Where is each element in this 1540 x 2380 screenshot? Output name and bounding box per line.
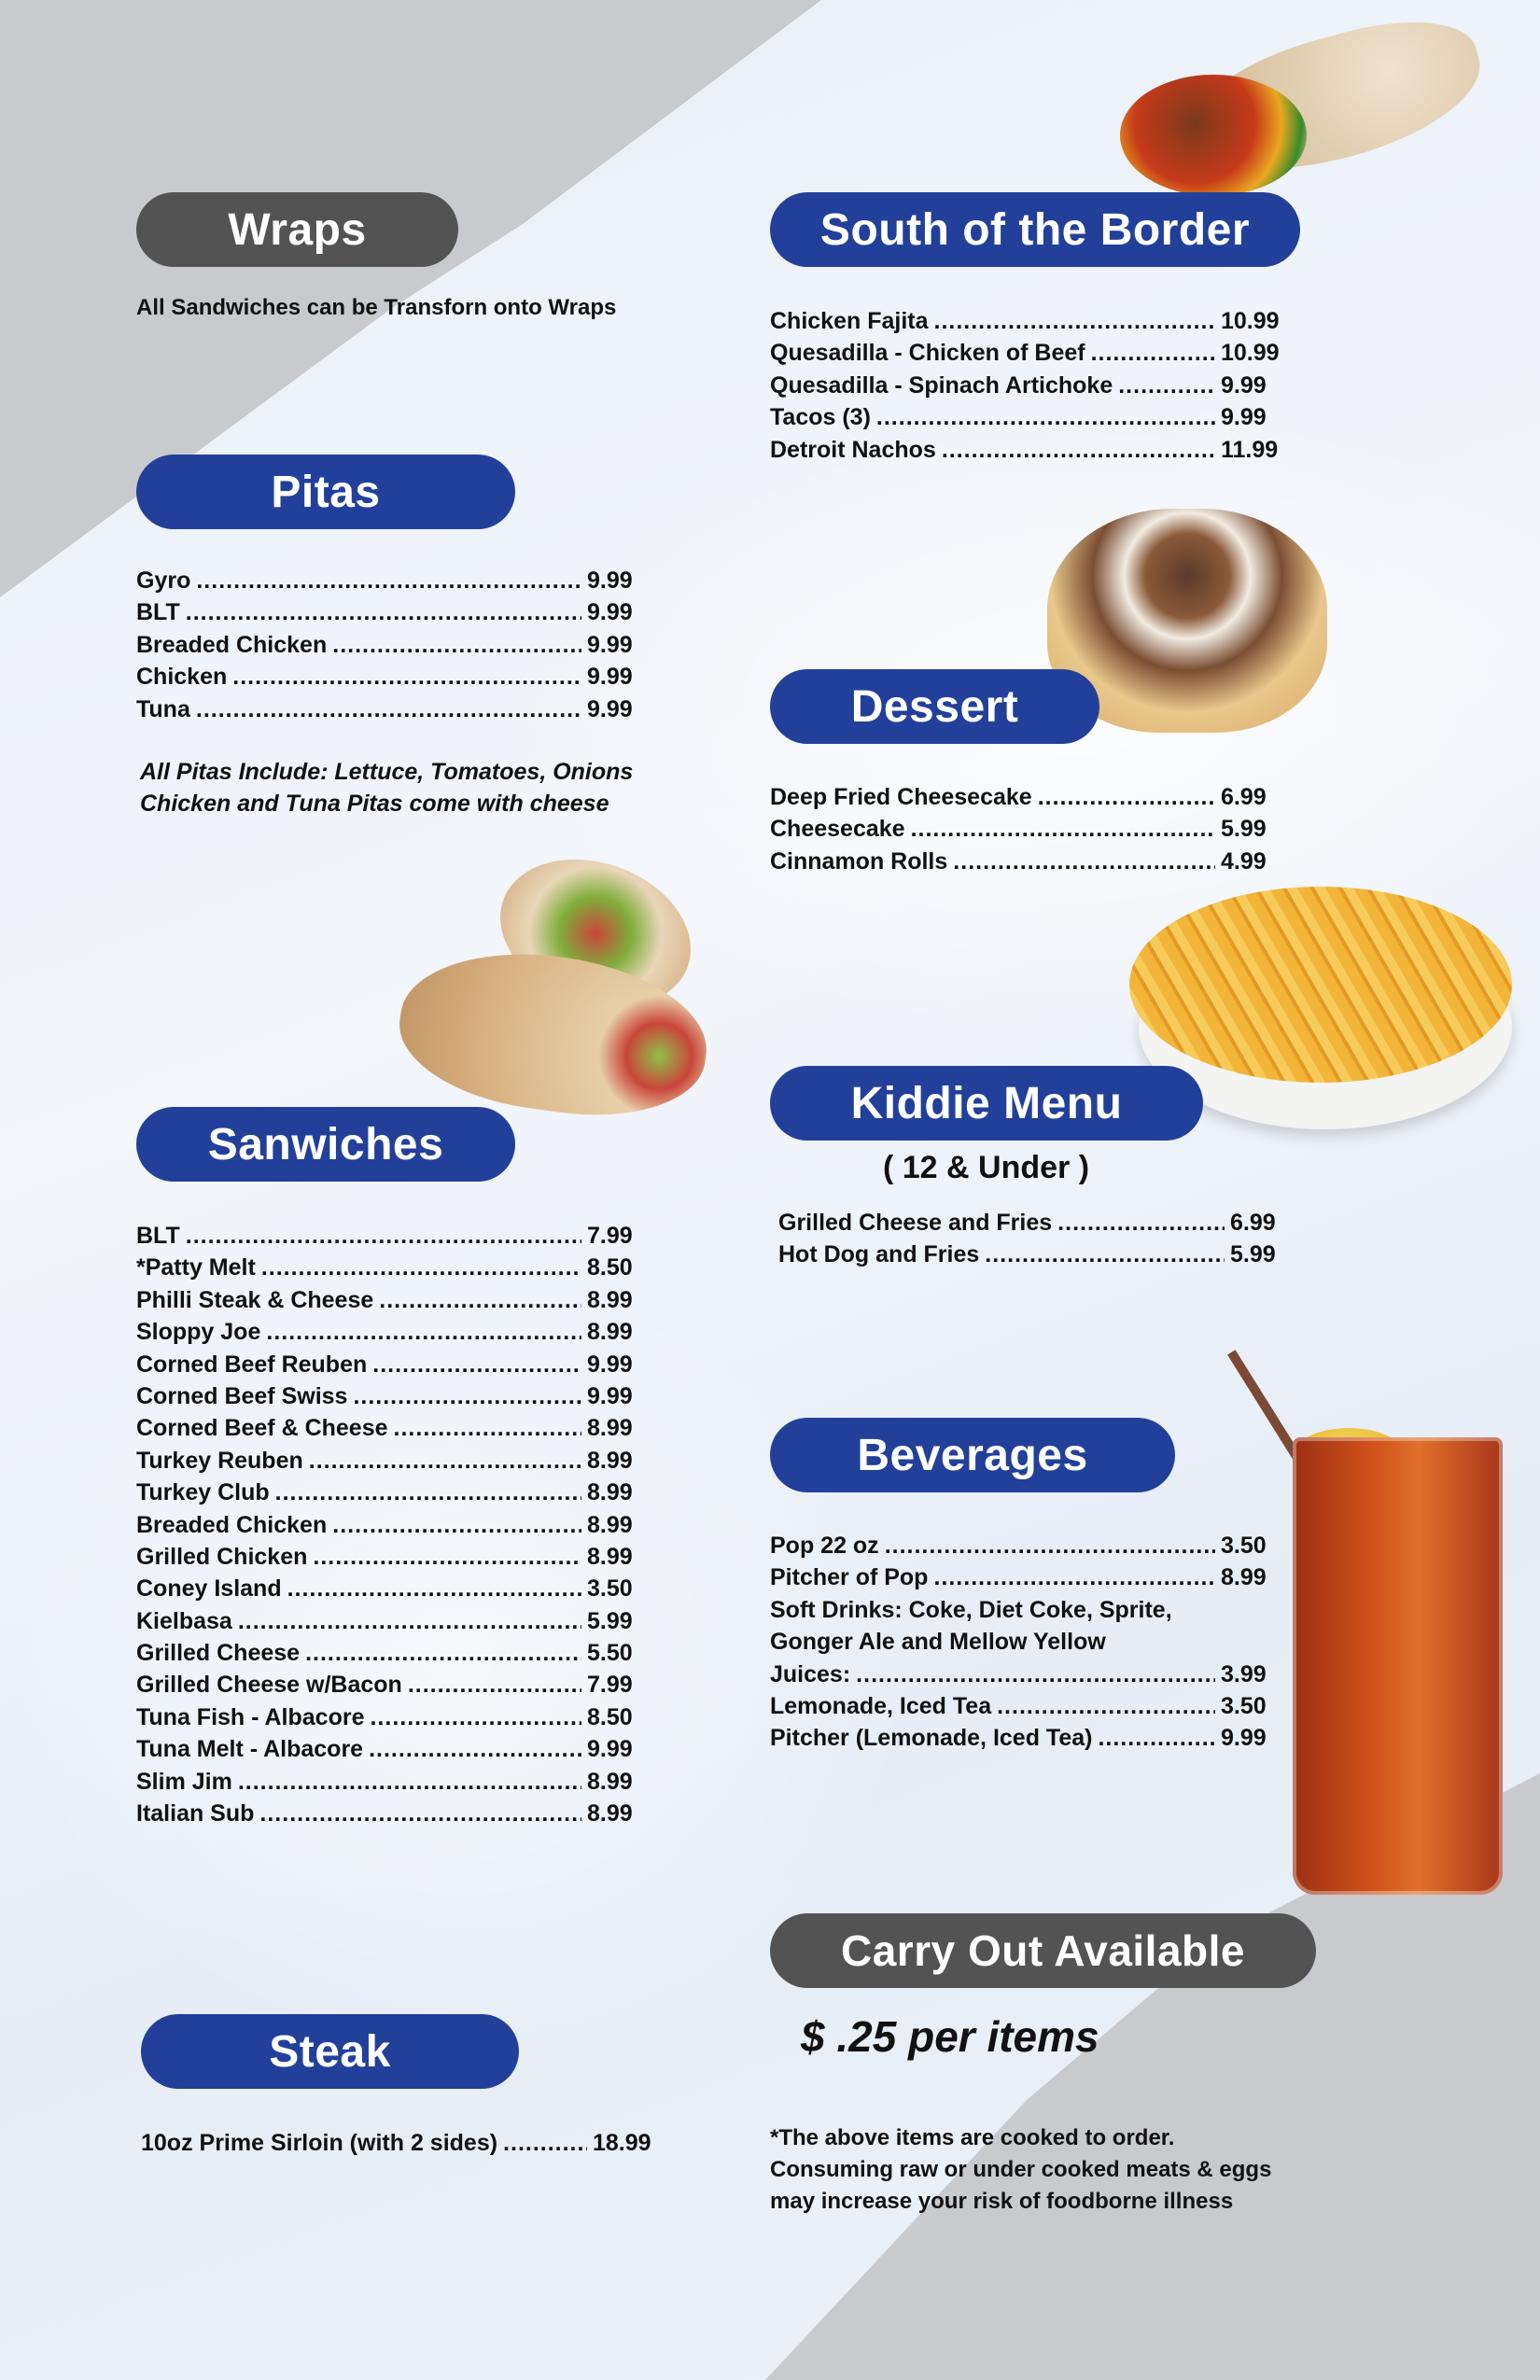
menu-item (136, 1672, 644, 1703)
menu-item (770, 1661, 1283, 1693)
dot-leader (275, 1479, 581, 1506)
carry-out-price-note: $ .25 per items (801, 2012, 1099, 2061)
menu-item (136, 1448, 644, 1479)
menu-item (136, 1383, 644, 1415)
menu-item-name: Corned Beef Swiss (136, 1382, 348, 1409)
menu-item-price: 8.99 (587, 1511, 633, 1538)
dot-leader (369, 1736, 581, 1763)
dot-leader (261, 1254, 581, 1281)
menu-item-name: 10oz Prime Sirloin (with 2 sides) (141, 2130, 498, 2156)
menu-item-name: Quesadilla - Spinach Artichoke (770, 371, 1113, 399)
menu-item (770, 372, 1283, 404)
menu-item-name: Cheesecake (770, 816, 905, 843)
menu-item-price: 3.50 (1221, 1533, 1267, 1559)
menu-item-price: 3.50 (587, 1575, 633, 1603)
dot-leader (196, 696, 581, 723)
dot-leader (985, 1241, 1225, 1268)
menu-item-price: 8.99 (587, 1447, 633, 1474)
dot-leader (305, 1640, 581, 1667)
carry-out-heading (770, 1913, 1316, 1988)
menu-item (770, 848, 1283, 880)
menu-item-price: 8.99 (587, 1319, 633, 1346)
menu-item-name: Gyro (136, 567, 191, 594)
dot-leader (370, 1704, 581, 1731)
menu-item-price: 9.99 (587, 599, 633, 626)
dot-leader (313, 1544, 581, 1571)
menu-item-name: *Patty Melt (136, 1254, 256, 1281)
dot-leader (933, 1564, 1215, 1591)
menu-item-price: 7.99 (587, 1223, 633, 1249)
menu-item-price: 4.99 (1221, 847, 1267, 875)
menu-item (136, 1575, 644, 1607)
fajita-wrap-photo (1120, 19, 1493, 196)
menu-item-price: 5.99 (587, 1607, 633, 1634)
dot-leader (503, 2130, 587, 2157)
menu-item-price: 3.50 (1221, 1692, 1267, 1719)
menu-item (770, 1597, 1283, 1629)
dot-leader (238, 1769, 581, 1796)
wraps-title: Wraps (228, 204, 367, 255)
menu-item (778, 1210, 1288, 1241)
menu-item-name: BLT (136, 599, 180, 626)
sandwiches-title: Sanwiches (207, 1119, 444, 1169)
kiddie-menu-heading (770, 1066, 1203, 1141)
menu-item-name: Coney Island (136, 1575, 282, 1603)
dot-leader (196, 567, 581, 595)
menu-item-name: Turkey Reuben (136, 1447, 303, 1474)
menu-item-name: Chicken (136, 664, 228, 691)
sandwiches-heading (136, 1107, 515, 1182)
dot-leader (876, 404, 1215, 431)
menu-item-price: 9.99 (587, 1736, 633, 1763)
menu-item-name: Gonger Ale and Mellow Yellow (770, 1629, 1106, 1656)
menu-item (770, 404, 1283, 436)
menu-item (770, 1533, 1283, 1564)
menu-item (770, 308, 1283, 340)
menu-item (136, 664, 644, 695)
menu-item (136, 1223, 644, 1254)
kiddie-menu-subtitle: ( 12 & Under ) (883, 1150, 1090, 1185)
wraps-note: All Sandwiches can be Transforn onto Wraps (136, 295, 617, 320)
menu-item (136, 632, 644, 664)
menu-item (141, 2130, 654, 2162)
menu-item (136, 1415, 644, 1447)
dot-leader (885, 1533, 1215, 1560)
steak-heading (141, 2014, 519, 2089)
dot-leader (379, 1287, 581, 1314)
menu-item-price: 8.99 (587, 1415, 633, 1442)
menu-item-name: Pitcher (Lemonade, Iced Tea) (770, 1725, 1093, 1752)
dot-leader (372, 1351, 581, 1379)
menu-item-name: Pitcher of Pop (770, 1564, 929, 1591)
dot-leader (287, 1575, 581, 1603)
menu-item (136, 1769, 644, 1800)
menu-item (770, 816, 1283, 847)
menu-item-name: Hot Dog and Fries (778, 1241, 980, 1268)
dot-leader (856, 1661, 1215, 1688)
dot-leader (332, 1512, 581, 1539)
menu-item (770, 1693, 1283, 1725)
menu-item-price: 9.99 (1221, 1725, 1267, 1752)
dot-leader (1057, 1210, 1225, 1237)
carry-out-title: Carry Out Available (840, 1926, 1246, 1975)
menu-item (136, 1640, 644, 1672)
pitas-list (136, 567, 644, 728)
beverages-heading (770, 1418, 1175, 1492)
menu-item-name: Deep Fried Cheesecake (770, 784, 1032, 810)
steak-title: Steak (269, 2026, 391, 2077)
menu-item-name: Philli Steak & Cheese (136, 1286, 374, 1313)
menu-item-price: 8.99 (587, 1286, 633, 1313)
menu-item-name: Kielbasa (136, 1607, 232, 1634)
kiddie-menu-title: Kiddie Menu (850, 1078, 1123, 1128)
dot-leader (408, 1672, 581, 1699)
menu-item (136, 1608, 644, 1640)
menu-item-price: 9.99 (587, 1382, 633, 1409)
menu-item-price: 5.50 (587, 1640, 633, 1667)
dot-leader (997, 1693, 1215, 1720)
pitas-note: Chicken and Tuna Pitas come with cheese (140, 791, 609, 817)
menu-item-price: 8.99 (587, 1479, 633, 1506)
menu-item-name: Soft Drinks: Coke, Diet Coke, Sprite, (770, 1596, 1172, 1623)
menu-item-name: Breaded Chicken (136, 631, 328, 658)
wraps-heading (136, 192, 458, 267)
menu-item-name: Italian Sub (136, 1800, 255, 1827)
menu-item-price: 18.99 (593, 2130, 651, 2156)
menu-item-price: 10.99 (1221, 340, 1280, 367)
menu-item-price: 11.99 (1221, 436, 1279, 463)
dessert-heading (770, 669, 1099, 744)
dot-leader (1118, 372, 1215, 399)
south-of-the-border-heading (770, 192, 1300, 267)
menu-item-name: Turkey Club (136, 1479, 270, 1506)
sandwiches-list (136, 1223, 644, 1832)
dot-leader (332, 632, 581, 659)
dot-leader (942, 437, 1215, 464)
disclaimer-line: *The above items are cooked to order. (770, 2125, 1175, 2150)
menu-item-price: 9.99 (1221, 371, 1267, 399)
menu-item (770, 1725, 1283, 1757)
beverages-title: Beverages (857, 1430, 1088, 1480)
pita-wrap-photo (390, 863, 717, 1125)
dot-leader (238, 1608, 581, 1635)
menu-item-name: Breaded Chicken (136, 1511, 328, 1538)
dot-leader (1091, 340, 1215, 367)
menu-item-price: 9.99 (587, 664, 633, 691)
menu-item-price: 8.99 (587, 1543, 633, 1570)
dot-leader (911, 816, 1215, 843)
south-of-the-border-list (770, 308, 1283, 469)
menu-item-price: 9.99 (587, 631, 633, 658)
menu-item-name: Detroit Nachos (770, 436, 936, 463)
menu-item-price: 5.99 (1230, 1241, 1276, 1268)
disclaimer-line: Consuming raw or under cooked meats & eggs (770, 2157, 1272, 2182)
menu-item-price: 10.99 (1221, 308, 1280, 334)
dot-leader (309, 1448, 581, 1475)
menu-item-name: Corned Beef & Cheese (136, 1415, 388, 1442)
menu-item-name: Tuna Melt - Albacore (136, 1736, 364, 1763)
menu-item (136, 696, 644, 728)
pitas-title: Pitas (271, 467, 381, 517)
menu-item-name: Grilled Cheese (136, 1640, 301, 1667)
menu-item-name: Cinnamon Rolls (770, 847, 948, 875)
menu-item-price: 9.99 (587, 1351, 633, 1378)
menu-item-price: 8.50 (587, 1703, 633, 1730)
menu-item (770, 1629, 1283, 1660)
menu-item-name: Tacos (3) (770, 404, 871, 431)
dot-leader (953, 848, 1215, 875)
menu-item (136, 567, 644, 599)
menu-item (136, 599, 644, 631)
menu-item (136, 1287, 644, 1319)
menu-item-price: 9.99 (587, 695, 633, 722)
dot-leader (186, 1223, 581, 1250)
menu-item (136, 1800, 644, 1832)
menu-item-name: Corned Beef Reuben (136, 1351, 368, 1378)
menu-item (770, 340, 1283, 371)
beverages-list (770, 1533, 1283, 1757)
menu-item-name: Tuna (136, 695, 190, 722)
dot-leader (232, 664, 581, 691)
menu-item-price: 6.99 (1230, 1210, 1276, 1236)
menu-item (778, 1241, 1288, 1273)
menu-item (770, 437, 1283, 469)
menu-item-name: Chicken Fajita (770, 308, 929, 334)
dot-leader (259, 1800, 581, 1827)
menu-item-name: Grilled Cheese and Fries (778, 1210, 1053, 1236)
menu-item-name: Quesadilla - Chicken of Beef (770, 340, 1085, 367)
menu-item-name: Tuna Fish - Albacore (136, 1703, 365, 1730)
menu-item-name: Lemonade, Iced Tea (770, 1692, 992, 1719)
disclaimer-line: may increase your risk of foodborne illness (770, 2189, 1234, 2214)
menu-item-name: Grilled Chicken (136, 1543, 308, 1570)
dot-leader (266, 1319, 581, 1346)
menu-item-price: 6.99 (1221, 784, 1267, 810)
south-of-the-border-title: South of the Border (819, 204, 1251, 255)
menu-item-price: 8.99 (1221, 1564, 1267, 1591)
menu-item (136, 1544, 644, 1575)
pitas-heading (136, 455, 515, 529)
menu-item-name: Sloppy Joe (136, 1319, 261, 1346)
menu-item-name: Grilled Cheese w/Bacon (136, 1672, 402, 1699)
dessert-title: Dessert (850, 681, 1019, 732)
menu-item (136, 1736, 644, 1768)
kiddie-menu-list (778, 1210, 1288, 1274)
menu-item (136, 1254, 644, 1286)
menu-item (136, 1319, 644, 1351)
menu-item-price: 8.99 (587, 1768, 633, 1795)
menu-item-price: 3.99 (1221, 1660, 1267, 1687)
dot-leader (394, 1415, 581, 1442)
menu-item-price: 8.99 (587, 1800, 633, 1827)
dot-leader (1098, 1725, 1215, 1752)
menu-item-price: 8.50 (587, 1254, 633, 1281)
menu-item (136, 1512, 644, 1544)
menu-item-name: BLT (136, 1223, 180, 1249)
menu-item-name: Pop 22 oz (770, 1533, 879, 1559)
dot-leader (1038, 784, 1215, 811)
menu-item (136, 1704, 644, 1736)
steak-list (141, 2130, 654, 2162)
menu-item-price: 5.99 (1221, 816, 1267, 843)
pitas-note: All Pitas Include: Lettuce, Tomatoes, Onions (140, 759, 634, 785)
dot-leader (186, 599, 581, 626)
menu-item-price: 7.99 (587, 1672, 633, 1699)
menu-item-name: Juices: (770, 1660, 851, 1687)
menu-item-name: Slim Jim (136, 1768, 232, 1795)
dot-leader (934, 308, 1216, 335)
menu-item (770, 1564, 1283, 1596)
menu-item (770, 784, 1283, 816)
menu-item (136, 1479, 644, 1511)
dot-leader (353, 1383, 581, 1410)
dessert-list (770, 784, 1283, 880)
menu-item-price: 9.99 (1221, 404, 1267, 431)
menu-item-price: 9.99 (587, 567, 633, 594)
menu-item (136, 1351, 644, 1383)
